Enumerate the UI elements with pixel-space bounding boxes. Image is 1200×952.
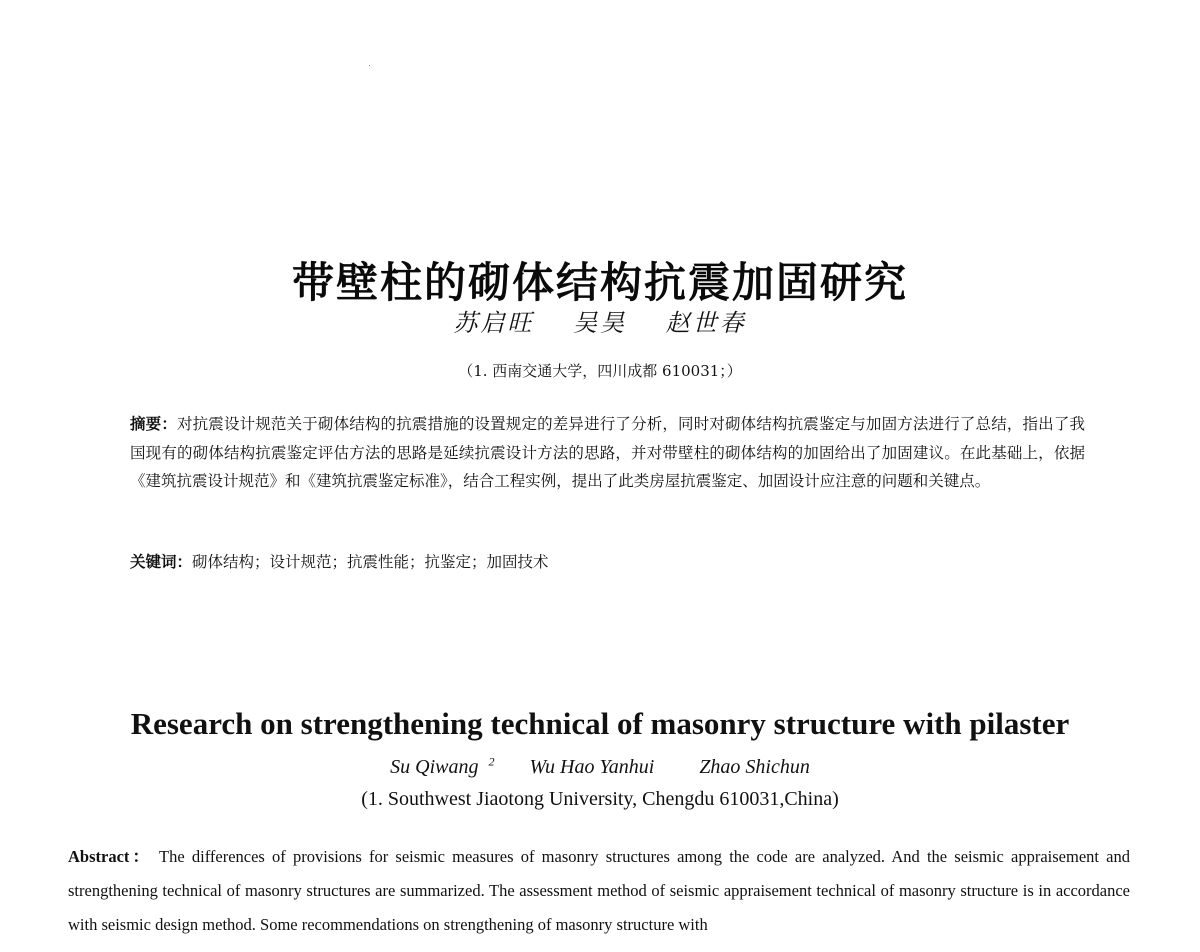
english-authors	[0, 754, 1200, 779]
english-author	[689, 756, 820, 778]
english-author	[519, 756, 664, 778]
chinese-abstract	[130, 410, 1085, 496]
english-author-name: Zhao Shichun	[699, 755, 810, 778]
chinese-keywords-label: 关键词：	[130, 553, 193, 571]
english-abstract	[68, 840, 1130, 942]
english-author-sup: 2	[488, 754, 495, 768]
english-author-name: Su Qiwang	[390, 755, 479, 778]
chinese-author: 吴昊	[573, 309, 627, 337]
english-title: Research on strengthening technical of masonry structure with pilaster	[130, 705, 1070, 741]
chinese-authors	[0, 303, 1200, 338]
chinese-keywords-text: 砌体结构；设计规范；抗震性能；抗鉴定；加固技术	[192, 553, 549, 571]
english-author-name: Wu Hao Yanhui	[529, 755, 655, 778]
chinese-abstract-text: 对抗震设计规范关于砌体结构的抗震措施的设置规定的差异进行了分析，同时对砌体结构抗震鉴定与加固方法进行了总结，指出了我国现有的砌体结构抗震鉴定评估方法的思路是延续抗震设计方法的思路，并对带壁柱的砌体结构的加固给出了加固建议。在此基础上，依据《建筑抗震设计规范》和《建筑抗震鉴定标准》，结合工程实例，提出了此类房屋抗震鉴定、加固设计应注意的问题和关键点。	[130, 415, 1085, 490]
chinese-abstract-label: 摘要：	[130, 415, 177, 433]
english-abstract-text: The differences of provisions for seismic measures of masonry structures among the code are analyzed. And the seismic appraisement and strengthening technical of masonry structures are summarized. The assessment method of seismic appraisement technical of masonry structure is in accordance with seismic design method. Some recommendations on strengthening of masonry structure with	[68, 847, 1131, 934]
scan-speck	[369, 65, 370, 66]
chinese-affiliation: （1. 西南交通大学，四川成都 610031；）	[458, 362, 742, 380]
english-author	[380, 756, 494, 778]
english-affiliation: (1. Southwest Jiaotong University, Chengdu 610031,China)	[361, 788, 839, 810]
chinese-author: 赵世春	[665, 309, 747, 337]
chinese-keywords	[130, 550, 1085, 574]
chinese-author: 苏启旺	[453, 309, 535, 337]
english-abstract-label: Abstract：	[68, 847, 153, 866]
chinese-title: 带壁柱的砌体结构抗震加固研究	[291, 258, 908, 308]
